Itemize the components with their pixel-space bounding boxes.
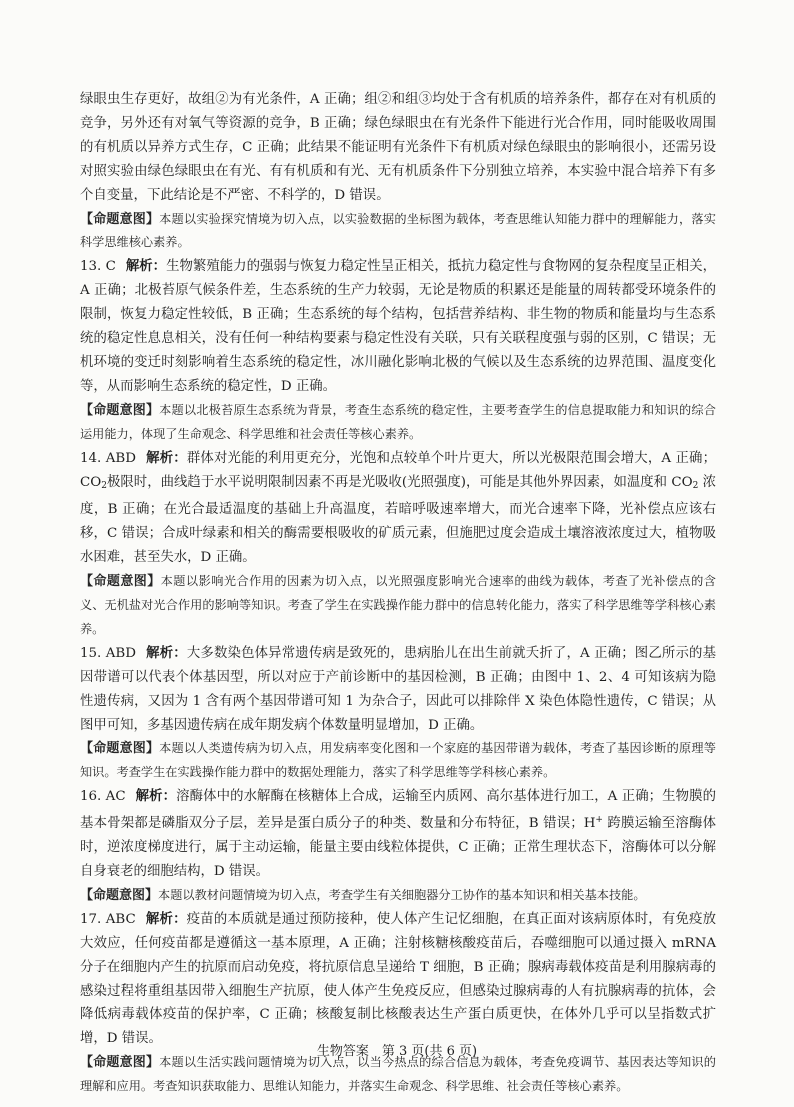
intent-tag: 【命题意图】 [80, 887, 159, 903]
question-number: 16. AC [80, 789, 126, 805]
analysis-label: 解析： [125, 258, 167, 275]
answer-text [80, 908, 716, 1051]
analysis-text-part-c: 浓度，B 正确；在光合最适温度的基础上升高温度，若暗呼吸速率增大，而光合速率下降，光补偿点应该右移，C 错误；合成叶绿素和相关的酶需要根吸收的矿质元素，但施肥过度会造成土壤溶液浓度过大，植物吸水困难，甚至失水，D 正确。 [80, 474, 716, 566]
intent-text: 本题以人类遗传病为切入点，用发病率变化图和一个家庭的基因带谱为载体，考查了基因诊断的原理等知识。考查学生在实践操作能力群中的数据处理能力，落实了科学思维等学科核心素养。 [80, 741, 716, 780]
analysis-text-part-b: 极限时，曲线趋于水平说明限制因素不再是光吸收(光照强度)，可能是其他外界因素，如温度和 CO [106, 474, 693, 490]
intent-tag: 【命题意图】 [80, 741, 160, 757]
analysis-text-part-a: 群体对光能的利用更充分，光饱和点较单个叶片更大，所以光极限范围会增大，A 正确；CO [80, 450, 716, 490]
intent-text: 本题以教材问题情境为切入点，考查学生有关细胞器分工协作的基本知识和相关基本技能。 [158, 887, 646, 902]
question-16 [80, 785, 716, 908]
answer-text [80, 255, 716, 398]
intent-tag: 【命题意图】 [80, 211, 160, 227]
analysis-label: 解析： [145, 449, 187, 466]
answer-text [80, 785, 716, 884]
answer-text [80, 447, 716, 571]
analysis-text-part-b: 跨膜运输至溶酶体时，逆浓度梯度进行，属于主动运输，能量主要由线粒体提供，C 正确；正常生理状态下，溶酶体可以分解自身衰老的细胞结构，D 错误。 [80, 816, 716, 879]
question-15 [80, 642, 716, 785]
intent-tag: 【命题意图】 [80, 402, 160, 418]
intro-block [80, 88, 716, 255]
page-footer: 生物答案 第 3 页(共 6 页) [316, 1044, 478, 1059]
intent-text: 本题以实验探究情境为切入点，以实验数据的坐标图为载体，考查思维认知能力群中的理解能力，落实科学思维核心素养。 [80, 211, 716, 250]
question-17 [80, 908, 716, 1099]
intro-text: 绿眼虫生存更好，故组②为有光条件，A 正确；组②和组③均处于含有机质的培养条件，都存在对有机质的竞争，另外还有对氧气等资源的竞争，B 正确；绿色绿眼虫在有光条件下能进行光合作用，同时能吸收周围的有机质以异养方式生存，C 正确；此结果不能证明有光条件下有机质对绿色绿眼虫的影响很小，还需另设对照实验由绿色绿眼虫在有光、有有机质和有光、无有机质条件下分别独立培养，本实验中混合培养下有多个自变量，下此结论是不严密、不科学的，D 错误。 [80, 92, 716, 203]
subscript: 2 [101, 480, 107, 491]
question-intent [80, 737, 716, 785]
answer-text [80, 642, 716, 738]
analysis-label: 解析： [145, 644, 187, 661]
analysis-text: 大多数染色体异常遗传病是致死的，患病胎儿在出生前就夭折了，A 正确；图乙所示的基因带谱可以代表个体基因型，所以对应于产前诊断中的基因检测，B 正确；由图中 1、2、4 可知该病为隐性遗传病，又因为 1 含有两个基因带谱可知 1 为杂合子，因此可以排除伴 X 染色体隐性遗传，C 错误；从图甲可知，多基因遗传病在成年期发病个体数量明显增加，D 正确。 [80, 645, 716, 733]
superscript: + [595, 815, 603, 826]
question-13 [80, 255, 716, 446]
analysis-text-part-a: 溶酶体中的水解酶在核糖体上合成，运输至内质网、高尔基体进行加工，A 正确；生物膜的基本骨架都是磷脂双分子层，差异是蛋白质分子的种类、数量和分布特征，B 错误；H [80, 789, 717, 832]
intent-tag: 【命题意图】 [80, 1055, 160, 1071]
question-number: 13. C [80, 259, 116, 275]
question-intent [80, 399, 716, 447]
question-intent [80, 570, 716, 642]
intent-text: 本题以北极苔原生态系统为背景，考查生态系统的稳定性，主要考查学生的信息提取能力和知识的综合运用能力，体现了生命观念、科学思维和社会责任等核心素养。 [80, 402, 716, 441]
analysis-label: 解析： [135, 788, 177, 805]
intent-tag: 【命题意图】 [80, 574, 161, 590]
question-number: 15. ABD [80, 645, 136, 661]
intent-text: 本题以生活实践问题情境为切入点，以当今热点的综合信息为载体，考查免疫调节、基因表达等知识的理解和应用。考查知识获取能力、思维认知能力，并落实生命观念、科学思维、社会责任等核心素养。 [80, 1055, 716, 1094]
analysis-text: 生物繁殖能力的强弱与恢复力稳定性呈正相关，抵抗力稳定性与食物网的复杂程度呈正相关，A 正确；北极苔原气候条件差，生态系统的生产力较弱，无论是物质的积累还是能量的周转都受环境条件的限制，恢复力稳定性较低，B 正确；生态系统的每个结构，包括营养结构、非生物的物质和能量均与生态系统的稳定性息息相关，没有任何一种结构要素与稳定性没有关联，只有关联程度强与弱的区别，C 错误；无机环境的变迁时刻影响着生态系统的稳定性，冰川融化影响北极的气候以及生态系统的边界范围、温度变化等，从而影响生态系统的稳定性，D 正确。 [80, 259, 716, 394]
question-14 [80, 447, 716, 642]
intent-text: 本题以影响光合作用的因素为切入点，以光照强度影响光合速率的曲线为载体，考查了光补偿点的含义、无机盐对光合作用的影响等知识。考查了学生在实践操作能力群中的信息转化能力，落实了科学思维等学科核心素养。 [80, 574, 716, 636]
analysis-text: 疫苗的本质就是通过预防接种，使人体产生记忆细胞，在真正面对该病原体时，有免疫放大效应，任何疫苗都是遵循这一基本原理，A 正确；注射核糖核酸疫苗后，吞噬细胞可以通过摄入 mRNA 分子在细胞内产生的抗原而启动免疫，将抗原信息呈递给 T 细胞，B 正确；腺病毒载体疫苗是利用腺病毒的感染过程将重组基因带入细胞生产抗原，使人体产生免疫反应，但感染过腺病毒的人有抗腺病毒的抗体，会降低病毒载体疫苗的保护率，C 正确；核酸复制比核酸表达生产蛋白质更快，在体外几乎可以呈指数式扩增，D 错误。 [80, 911, 717, 1047]
intro-intent [80, 208, 716, 256]
analysis-label: 解析： [145, 910, 187, 927]
page-content [80, 88, 716, 1099]
question-number: 17. ABC [80, 911, 136, 927]
question-intent [80, 884, 716, 908]
subscript: 2 [692, 480, 699, 491]
question-number: 14. ABD [80, 450, 136, 466]
